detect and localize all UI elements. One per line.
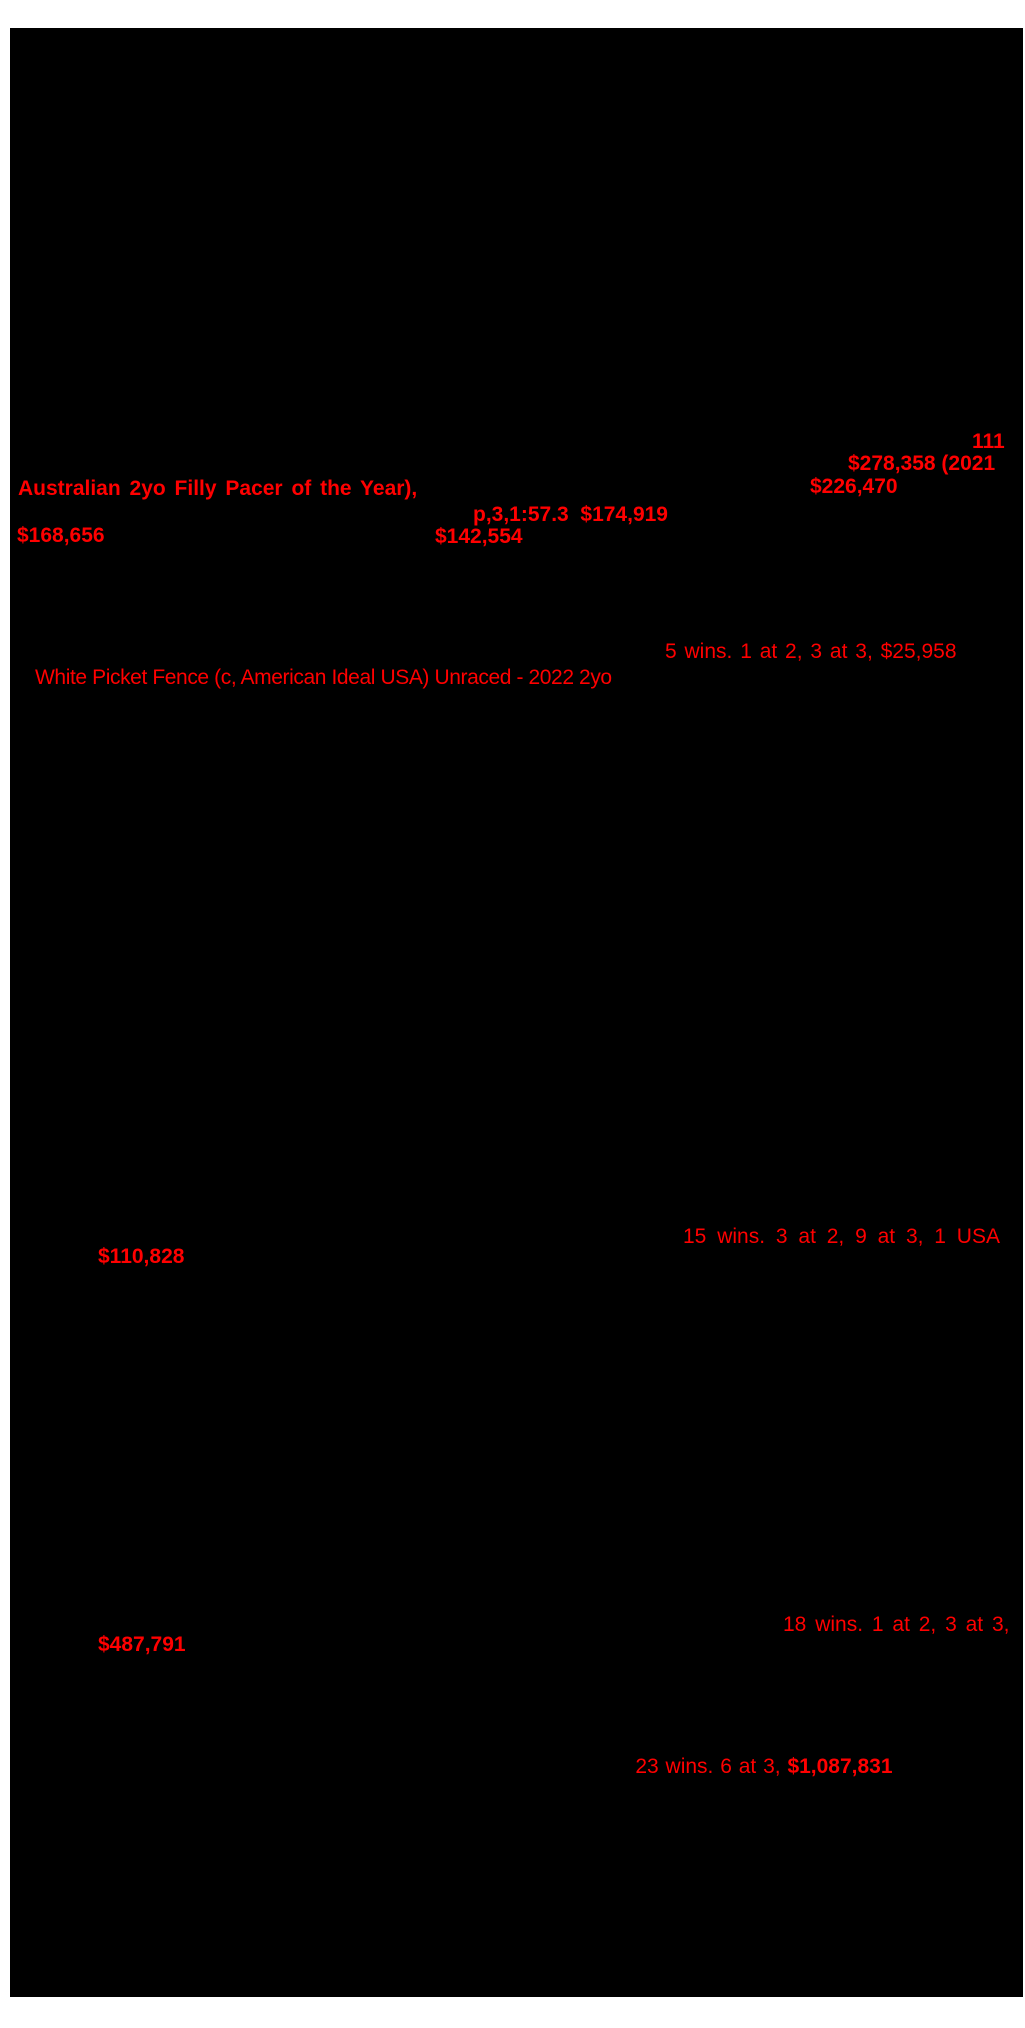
progeny-white-picket-fence-line: White Picket Fence (c, American Ideal USA) Unraced - 2022 2yo <box>35 666 612 689</box>
earnings-1087831-text: $1,087,831 <box>787 1755 893 1779</box>
wins-summary-23-prefix: 23 wins. 6 at 3, <box>635 1755 788 1779</box>
earnings-226470-text: $226,470 <box>810 475 898 498</box>
wins-summary-18: 18 wins. 1 at 2, 3 at 3, <box>783 1613 1010 1636</box>
earnings-110828-text: $110,828 <box>98 1245 185 1268</box>
race-record-174919-text: p,3,1:57.3 $174,919 <box>473 503 668 526</box>
catalogue-page-background <box>10 28 1023 1997</box>
wins-summary-15-usa: 15 wins. 3 at 2, 9 at 3, 1 USA <box>683 1225 1000 1248</box>
earnings-487791-text: $487,791 <box>98 1633 186 1656</box>
award-text: Australian 2yo Filly Pacer of the Year), <box>18 477 418 500</box>
wins-summary-25958: 5 wins. 1 at 2, 3 at 3, $25,958 <box>665 640 957 663</box>
wins-summary-23 <box>608 1734 893 1800</box>
earnings-168656-text: $168,656 <box>17 524 105 547</box>
earnings-2021-text: $278,358 (2021 <box>848 452 996 475</box>
lot-number: 111 <box>972 430 1005 453</box>
earnings-142554-text: $142,554 <box>435 525 523 548</box>
